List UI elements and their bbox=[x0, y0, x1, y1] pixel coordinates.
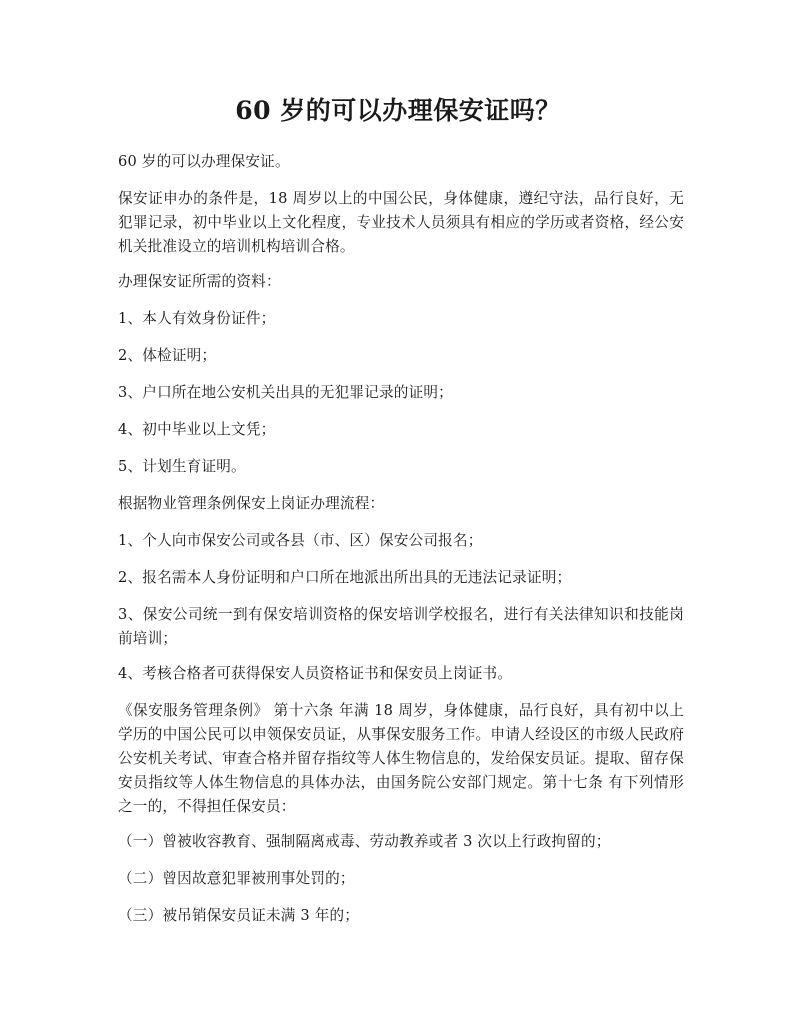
paragraph: 60 岁的可以办理保安证。 bbox=[118, 153, 290, 170]
list-item: 1、本人有效身份证件； bbox=[118, 310, 276, 327]
paragraph: 根据物业管理条例保安上岗证办理流程： bbox=[118, 495, 385, 512]
paragraph: 保安证申办的条件是，18 周岁以上的中国公民，身体健康，遵纪守法，品行良好，无犯罪记录，初中毕业以上文化程度，专业技术人员须具有相应的学历或者资格，经公安机关批准设立的培训机构培训合格。 bbox=[118, 190, 684, 255]
list-item: （一）曾被收容教育、强制隔离戒毒、劳动教养或者 3 次以上行政拘留的； bbox=[118, 833, 611, 850]
list-item: （三）被吊销保安员证未满 3 年的； bbox=[118, 907, 360, 924]
list-item: 3、保安公司统一到有保安培训资格的保安培训学校报名，进行有关法律知识和技能岗前培训； bbox=[118, 606, 684, 647]
paragraph: 《保安服务管理条例》 第十六条 年满 18 周岁，身体健康，品行良好，具有初中以上学历的中国公民可以申领保安员证，从事保安服务工作。申请人经设区的市级人民政府公安机关考试、审查合格并留存指纹等人体生物信息的，发给保安员证。提取、留存保安员指纹等人体生物信息的具体办法，由国务院公安部门规定。第十七条 有下列情形之一的，不得担任保安员： bbox=[118, 702, 684, 815]
list-item: 4、考核合格者可获得保安人员资格证书和保安员上岗证书。 bbox=[118, 665, 513, 682]
list-item: 2、体检证明； bbox=[118, 347, 217, 364]
list-item: 1、个人向市保安公司或各县（市、区）保安公司报名； bbox=[118, 532, 483, 549]
list-item: 5、计划生育证明。 bbox=[118, 458, 246, 475]
list-item: 4、初中毕业以上文凭； bbox=[118, 421, 276, 438]
list-item: 3、户口所在地公安机关出具的无犯罪记录的证明； bbox=[118, 384, 453, 401]
document-title: 60 岁的可以办理保安证吗？ bbox=[235, 96, 561, 125]
list-item: 2、报名需本人身份证明和户口所在地派出所出具的无违法记录证明； bbox=[118, 569, 572, 586]
paragraph: 办理保安证所需的资料： bbox=[118, 273, 281, 290]
list-item: （二）曾因故意犯罪被刑事处罚的； bbox=[118, 870, 355, 887]
document-body bbox=[118, 150, 684, 941]
